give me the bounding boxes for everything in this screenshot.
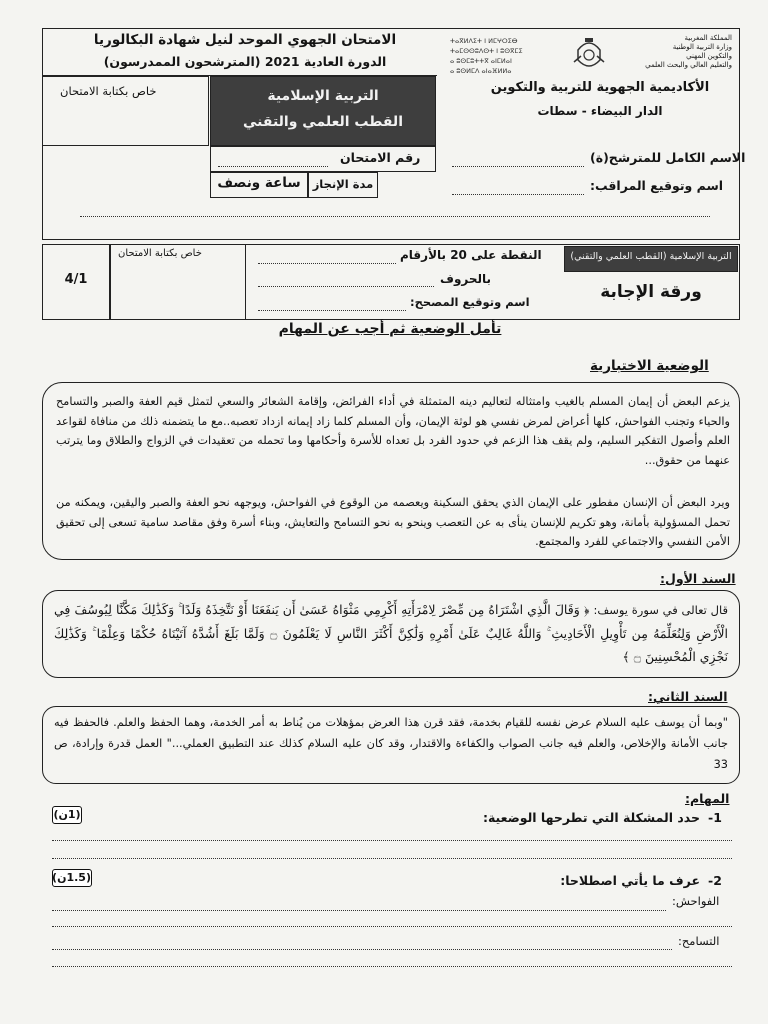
subject-box bbox=[210, 76, 436, 146]
corrector-field[interactable] bbox=[258, 310, 406, 311]
task1-answer-line-2[interactable] bbox=[52, 858, 732, 859]
task2-number: -2 bbox=[708, 873, 722, 888]
exam-session: الدورة العادية 2021 (المترشحون الممدرسون) bbox=[103, 54, 387, 69]
academy-name: الأكاديمية الجهوية للتربية والتكوين bbox=[490, 80, 710, 95]
reserved-label: خاص بكتابة الامتحان bbox=[60, 84, 157, 98]
exam-number-field[interactable] bbox=[218, 166, 328, 167]
task1-text: حدد المشكلة التي تطرحها الوضعية: bbox=[482, 810, 700, 825]
duration-value: ساعة ونصف bbox=[217, 175, 301, 191]
candidate-name-field[interactable] bbox=[452, 166, 584, 167]
source2-title: السند الثاني: bbox=[648, 689, 728, 704]
latin-ministry-text: ⵜⴰⴳⵍⴷⵉⵜ ⵏ ⵍⵎⵖⵔⵉⴱ ⵜⴰⵎⵙⵙⵓⴷⵙⵜ ⵏ ⵓⵙⴳⵎⵉ ⴰ ⵓⵙⵎⵓⵜⵜⴳ ⴰⵏⵎⵍⴰⵏ ⴰ ⵓⵙⵍⵎⴷ ⴰⵏⴰⴼⵍⵍⴰ bbox=[450, 37, 523, 75]
task2-text: عرف ما يأتي اصطلاحا: bbox=[560, 873, 700, 888]
tasks-title: المهام: bbox=[685, 791, 730, 806]
situation-paragraph-2: ويرد البعض أن الإنسان مفطور على الإيمان الذي يحقق السكينة ويعصمه من الوقوع في الفواحش، ويوجهه نحو العفة والصبر واليقين، ويمكنه من تحمل المسؤولية بأمانة، وهو تكريم للإنسان ينأى به عن التعصب وينحو به نحو التسامح والتعايش، وبناء أسرة وفق مقاصد سامية تسعى إلى تحقيق الأمن النفسي والاجتماعي للفرد والمجتمع. bbox=[56, 496, 730, 549]
task1-number: -1 bbox=[708, 810, 722, 825]
coat-of-arms-icon bbox=[572, 36, 606, 74]
proctor-field[interactable] bbox=[452, 194, 584, 195]
term1-answer-line-2[interactable] bbox=[52, 926, 732, 927]
answer-sheet-title: ورقة الإجابة bbox=[600, 282, 702, 302]
header-blank-line[interactable] bbox=[80, 216, 710, 217]
corrector-label: اسم وتوقيع المصحح: bbox=[410, 295, 530, 309]
ministry-text: المملكة المغربية وزارة التربية الوطنية والتكوين المهني والتعليم العالي والبحث العلمي bbox=[645, 34, 732, 69]
candidate-name-label: الاسم الكامل للمترشح(ة) bbox=[590, 150, 746, 165]
term2-answer-line-1[interactable] bbox=[52, 949, 672, 950]
situation-title: الوضعية الاختبارية bbox=[590, 358, 709, 374]
duration-label: مدة الإنجاز bbox=[312, 177, 374, 191]
proctor-label: اسم وتوقيع المراقب: bbox=[590, 178, 724, 193]
task1-score: (1ن) bbox=[52, 806, 82, 824]
source1-text bbox=[54, 598, 728, 668]
exam-title: الامتحان الجهوي الموحد لنيل شهادة البكالوريا bbox=[93, 32, 397, 48]
situation-paragraph-1: يزعم البعض أن إيمان المسلم بالغيب وامتثاله لتعاليم دينه المتمثلة في أداء الفرائض، وإقامة الشعائر والسعي لتمثل قيم العفة والصبر والتسامح والحياء وتجنب الفواحش، كلها أعراض لمرض نفسي هو لوثة الإيمان، وأن المسلم كلما زاد إيمانه ازداد تعصبه..مع ما يتضمنه ذلك من منافاة لقواعد العلم وأصول التفكير السليم، ولم يقف هذا الزعم في حدود الفرد بل تعداه للأسرة وأحكامها وما تحمله من تعقيدات في الزواج والطلاق وما يترتب عنهما من حقوق... bbox=[56, 395, 730, 467]
task2-score: (1.5ن) bbox=[52, 869, 92, 887]
source1-verse: ﴿ وَقَالَ الَّذِي اشْتَرَاهُ مِن مِّصْرَ لِامْرَأَتِهِ أَكْرِمِي مَثْوَاهُ عَسَىٰ أَن يَنفَعَنَا أَوْ نَتَّخِذَهُ وَلَدًا ۚ وَكَذَٰلِكَ مَكَّنَّا لِيُوسُفَ فِي الْأَرْضِ وَلِنُعَلِّمَهُ مِن تَأْوِيلِ الْأَحَادِيثِ ۚ وَاللَّهُ غَالِبٌ عَلَىٰ أَمْرِهِ وَلَٰكِنَّ أَكْثَرَ النَّاسِ لَا يَعْلَمُونَ ۝ وَلَمَّا بَلَغَ أَشُدَّهُ آتَيْنَاهُ حُكْمًا وَعِلْمًا ۚ وَكَذَٰلِكَ نَجْزِي الْمُحْسِنِينَ ۝ ﴾ bbox=[54, 602, 728, 664]
academy-region: الدار البيضاء - سطات bbox=[537, 104, 663, 118]
page-number: 4/1 bbox=[64, 272, 88, 287]
score-digits-label: النقطة على 20 بالأرقام bbox=[400, 248, 542, 262]
subject-title: التربية الإسلامية bbox=[267, 88, 379, 104]
grading-reserved-label: خاص بكتابة الامتحان bbox=[118, 248, 202, 259]
exam-number-label: رقم الامتحان bbox=[340, 150, 421, 165]
source1-title: السند الأول: bbox=[660, 571, 736, 586]
term2-answer-line-2[interactable] bbox=[52, 966, 732, 967]
subject-stream: القطب العلمي والتقني bbox=[243, 114, 403, 130]
score-letters-label: بالحروف bbox=[440, 272, 492, 286]
task1-answer-line-1[interactable] bbox=[52, 840, 732, 841]
term1-label: الفواحش: bbox=[672, 894, 720, 908]
score-digits-field[interactable] bbox=[258, 263, 396, 264]
term1-answer-line-1[interactable] bbox=[52, 910, 666, 911]
source1-intro: قال تعالى في سورة يوسف: bbox=[593, 603, 728, 617]
score-letters-field[interactable] bbox=[258, 286, 434, 287]
term2-label: التسامح: bbox=[678, 934, 720, 948]
instruction: تأمل الوضعية ثم أجب عن المهام bbox=[278, 321, 502, 337]
source2-text: "وبما أن يوسف عليه السلام عرض نفسه للقيام بخدمة، فقد قرن هذا العرض بمؤهلات من يُناط به أمر الخدمة، وهما الحفظ والعلم. فالحفظ فيه جانب الأمانة والإخلاص، والعلم فيه جانب الصواب والكفاءة والاقتدار، وقد كان عليه السلام كذلك عند التطبيق العملي..." العمل قدرة وإرادة، ص 33 bbox=[54, 716, 728, 771]
grading-subject-line: التربية الإسلامية (القطب العلمي والتقني) bbox=[570, 251, 732, 262]
